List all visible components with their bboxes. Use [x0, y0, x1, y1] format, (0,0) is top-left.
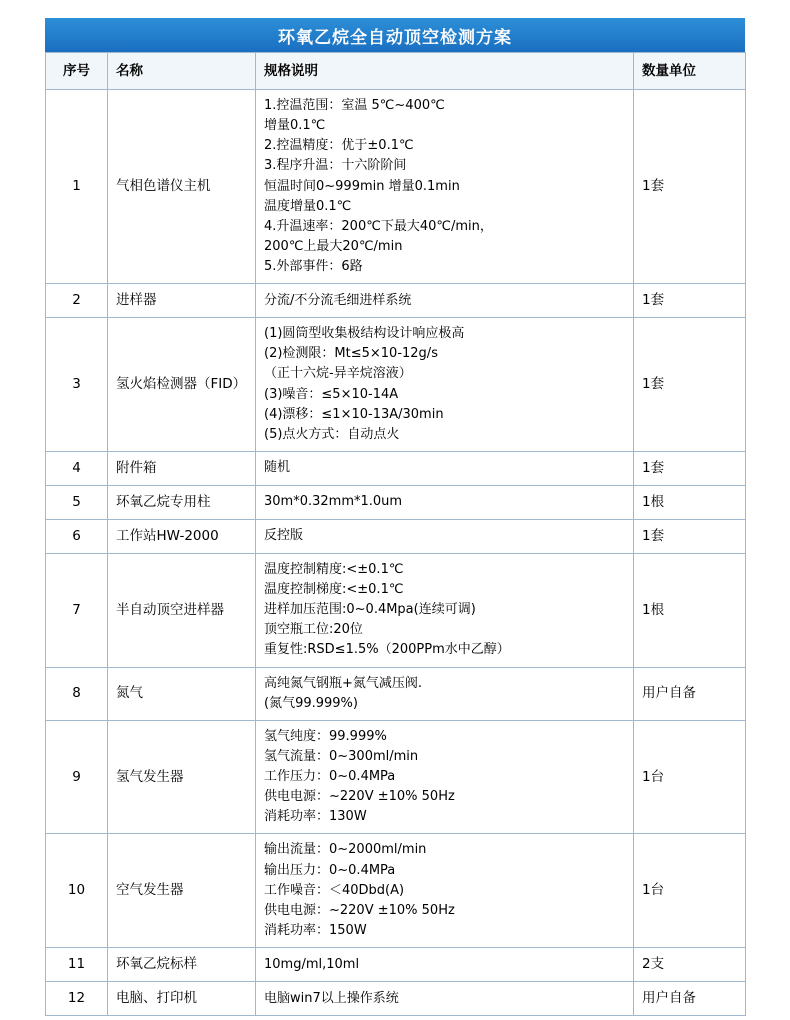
- spec-line: (4)漂移：≤1×10-13A/30min: [264, 406, 444, 422]
- cell-unit: 用户自备: [634, 667, 746, 720]
- spec-line: 输出压力：0~0.4MPa: [264, 862, 396, 878]
- cell-unit: 1套: [634, 90, 746, 284]
- spec-line: 随机: [264, 460, 291, 476]
- cell-index: 6: [46, 519, 108, 553]
- spec-line: 高纯氮气钢瓶+氮气减压阀.: [264, 675, 423, 691]
- table-row: [46, 553, 746, 667]
- cell-name: 氢气发生器: [108, 720, 256, 834]
- spec-line: 消耗功率：130W: [264, 809, 367, 825]
- cell-index: 1: [46, 90, 108, 284]
- cell-name: 环氧乙烷标样: [108, 948, 256, 982]
- cell-spec: [256, 452, 634, 486]
- cell-spec: [256, 948, 634, 982]
- cell-name: 环氧乙烷专用柱: [108, 485, 256, 519]
- table-row: [46, 948, 746, 982]
- spec-line: 4.升温速率：200℃下最大40℃/min，: [264, 218, 493, 234]
- cell-index: 8: [46, 667, 108, 720]
- cell-index: 3: [46, 318, 108, 452]
- cell-name: 进样器: [108, 284, 256, 318]
- spec-line: (1)圆筒型收集极结构设计响应极高: [264, 326, 465, 342]
- table-row: [46, 452, 746, 486]
- spec-line: 温度控制梯度:<±0.1℃: [264, 581, 404, 597]
- table-header: [46, 53, 746, 90]
- spec-line: 供电电源：~220V ±10% 50Hz: [264, 789, 455, 805]
- spec-line: (5)点火方式：自动点火: [264, 426, 400, 442]
- cell-index: 11: [46, 948, 108, 982]
- table-row: [46, 834, 746, 948]
- cell-unit: 1台: [634, 720, 746, 834]
- cell-index: 4: [46, 452, 108, 486]
- spec-line: 温度控制精度:<±0.1℃: [264, 561, 404, 577]
- cell-name: 电脑、打印机: [108, 982, 256, 1016]
- cell-name: 半自动顶空进样器: [108, 553, 256, 667]
- spec-line: 2.控温精度：优于±0.1℃: [264, 138, 414, 154]
- table-header-row: [46, 53, 746, 90]
- cell-spec: [256, 834, 634, 948]
- table-row: [46, 90, 746, 284]
- spec-line: 反控版: [264, 528, 304, 544]
- cell-spec: [256, 667, 634, 720]
- spec-line: 温度增量0.1℃: [264, 198, 352, 214]
- spec-line: 顶空瓶工位:20位: [264, 622, 363, 638]
- cell-unit: 1套: [634, 452, 746, 486]
- cell-unit: 1套: [634, 519, 746, 553]
- cell-unit: 1套: [634, 318, 746, 452]
- table-body: [46, 90, 746, 1016]
- cell-unit: 1套: [634, 284, 746, 318]
- cell-index: 12: [46, 982, 108, 1016]
- spec-line: (3)噪音：≤5×10-14A: [264, 386, 399, 402]
- cell-spec: [256, 284, 634, 318]
- cell-spec: [256, 720, 634, 834]
- cell-unit: 1根: [634, 485, 746, 519]
- spec-line: 供电电源：~220V ±10% 50Hz: [264, 902, 455, 918]
- cell-index: 7: [46, 553, 108, 667]
- spec-line: 进样加压范围:0~0.4Mpa(连续可调): [264, 602, 476, 618]
- spec-line: 增量0.1℃: [264, 118, 326, 134]
- spec-line: 重复性:RSD≤1.5%（200PPm水中乙醇）: [264, 642, 510, 658]
- spec-line: 输出流量：0~2000ml/min: [264, 842, 427, 858]
- spec-line: 1.控温范围：室温 5℃~400℃: [264, 98, 445, 113]
- table-row: [46, 667, 746, 720]
- table-row: [46, 519, 746, 553]
- cell-name: 氢火焰检测器（FID）: [108, 318, 256, 452]
- spec-line: 氢气纯度：99.999%: [264, 728, 387, 744]
- table-row: [46, 318, 746, 452]
- cell-name: 气相色谱仪主机: [108, 90, 256, 284]
- cell-name: 附件箱: [108, 452, 256, 486]
- spec-line: 3.程序升温：十六阶阶间: [264, 158, 407, 174]
- cell-unit: 1台: [634, 834, 746, 948]
- cell-index: 2: [46, 284, 108, 318]
- cell-spec: [256, 553, 634, 667]
- table-row: [46, 485, 746, 519]
- cell-name: 氮气: [108, 667, 256, 720]
- spec-line: 消耗功率：150W: [264, 923, 367, 939]
- spec-line: 5.外部事件：6路: [264, 259, 363, 275]
- cell-spec: [256, 485, 634, 519]
- column-header-index: 序号: [46, 53, 108, 90]
- cell-index: 9: [46, 720, 108, 834]
- cell-unit: 2支: [634, 948, 746, 982]
- spec-line: 电脑win7以上操作系统: [264, 990, 399, 1006]
- cell-name: 空气发生器: [108, 834, 256, 948]
- spec-line: 氢气流量：0~300ml/min: [264, 748, 419, 764]
- spec-line: 200℃上最大20℃/min: [264, 238, 403, 254]
- page-title: 环氧乙烷全自动顶空检测方案: [278, 27, 512, 48]
- cell-index: 5: [46, 485, 108, 519]
- column-header-unit: 数量单位: [634, 53, 746, 90]
- cell-spec: [256, 318, 634, 452]
- table-row: [46, 720, 746, 834]
- cell-spec: [256, 519, 634, 553]
- cell-index: 10: [46, 834, 108, 948]
- document-title-bar: [45, 18, 745, 52]
- specification-table: [45, 52, 746, 1016]
- table-row: [46, 982, 746, 1016]
- spec-line: （正十六烷-异辛烷溶液）: [264, 366, 412, 382]
- table-row: [46, 284, 746, 318]
- cell-name: 工作站HW-2000: [108, 519, 256, 553]
- spec-line: 30m*0.32mm*1.0um: [264, 494, 403, 510]
- cell-unit: 1根: [634, 553, 746, 667]
- cell-spec: [256, 982, 634, 1016]
- spec-line: 分流/不分流毛细进样系统: [264, 292, 412, 308]
- cell-spec: [256, 90, 634, 284]
- column-header-name: 名称: [108, 53, 256, 90]
- spec-line: 10mg/ml,10ml: [264, 956, 360, 972]
- spec-line: 工作压力：0~0.4MPa: [264, 769, 396, 785]
- spec-line: 恒温时间0~999min 增量0.1min: [264, 178, 460, 194]
- spec-line: (2)检测限：Mt≤5×10-12g/s: [264, 346, 438, 362]
- cell-unit: 用户自备: [634, 982, 746, 1016]
- spec-line: 工作噪音：＜40Dbd(A): [264, 882, 405, 898]
- column-header-spec: 规格说明: [256, 53, 634, 90]
- spec-line: (氮气99.999%): [264, 695, 358, 711]
